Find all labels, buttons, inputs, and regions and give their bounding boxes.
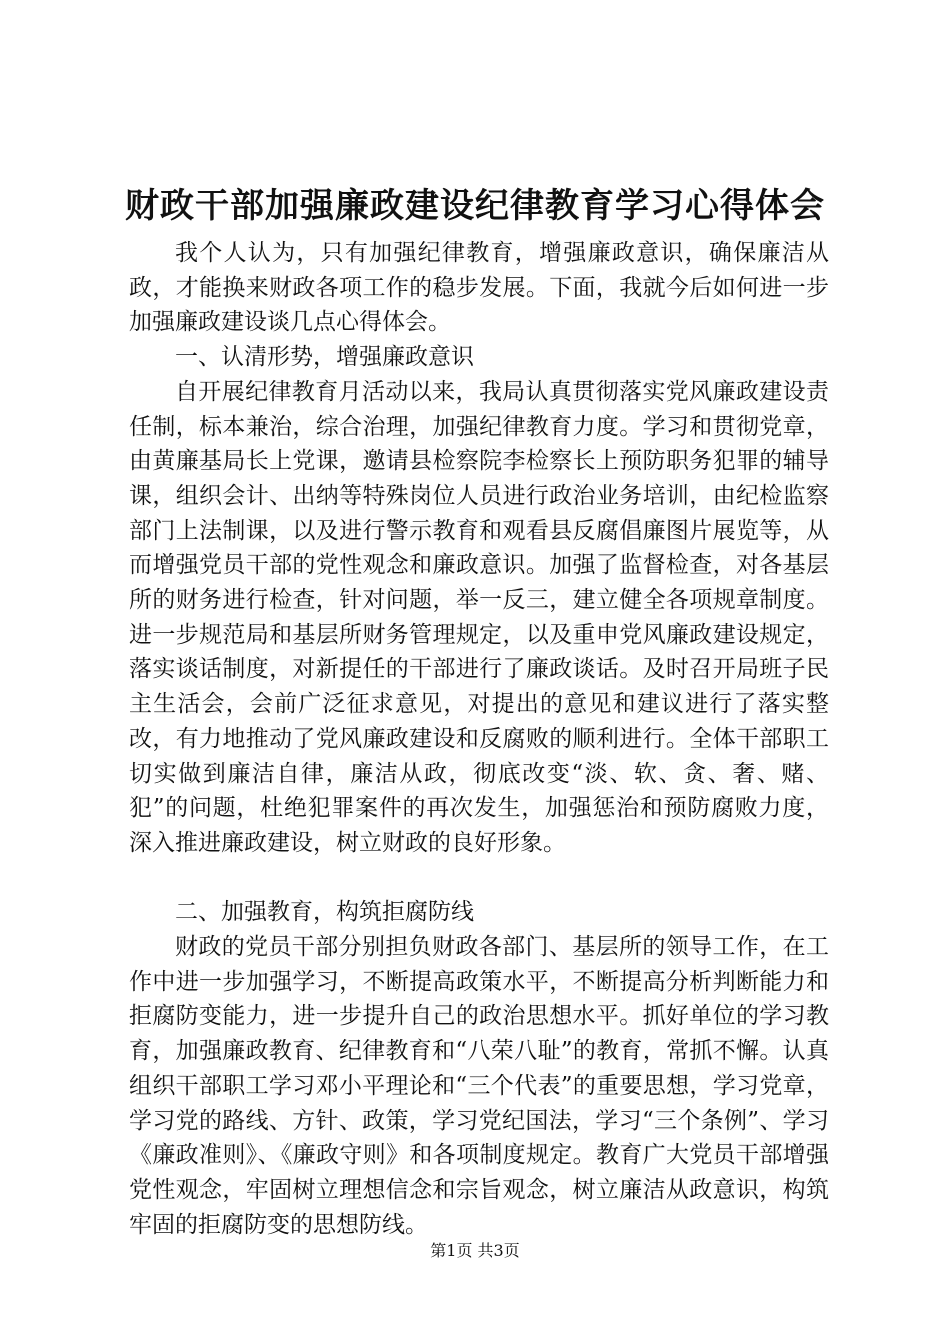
section-1-paragraph: 自开展纪律教育月活动以来，我局认真贯彻落实党风廉政建设责任制，标本兼治，综合治理，加强纪律教育力度。学习和贯彻党章，由黄廉基局长上党课，邀请县检察院李检察长上预防职务犯罪的辅导课，组织会计、出纳等特殊岗位人员进行政治业务培训，由纪检监察部门上法制课，以及进行警示教育和观看县反腐倡廉图片展览等，从而增强党员干部的党性观念和廉政意识。加强了监督检查，对各基层所的财务进行检查，针对问题，举一反三，建立健全各项规章制度。进一步规范局和基层所财务管理规定，以及重申党风廉政建设规定，落实谈话制度，对新提任的干部进行了廉政谈话。及时召开局班子民主生活会，会前广泛征求意见，对提出的意见和建议进行了落实整改，有力地推动了党风廉政建设和反腐败的顺利进行。全体干部职工切实做到廉洁自律，廉洁从政，彻底改变“淡、软、贪、奢、赌、犯”的问题，杜绝犯罪案件的再次发生，加强惩治和预防腐败力度，深入推进廉政建设，树立财政的良好形象。: [129, 378, 829, 856]
intro-paragraph: 我个人认为，只有加强纪律教育，增强廉政意识，确保廉洁从政，才能换来财政各项工作的稳步发展。下面，我就今后如何进一步加强廉政建设谈几点心得体会。: [129, 240, 829, 336]
page-indicator: 第1页 共3页: [430, 1241, 520, 1260]
section-2-heading: 二、加强教育，构筑拒腐防线: [175, 899, 474, 926]
section-1-heading: 一、认清形势，增强廉政意识: [175, 344, 474, 371]
section-2-paragraph: 财政的党员干部分别担负财政各部门、基层所的领导工作，在工作中进一步加强学习，不断提高政策水平，不断提高分析判断能力和拒腐防变能力，进一步提升自己的政治思想水平。抓好单位的学习教育，加强廉政教育、纪律教育和“八荣八耻”的教育，常抓不懈。认真组织干部职工学习邓小平理论和“三个代表”的重要思想，学习党章，学习党的路线、方针、政策，学习党纪国法，学习“三个条例”、学习《廉政准则》、《廉政守则》和各项制度规定。教育广大党员干部增强党性观念，牢固树立理想信念和宗旨观念，树立廉洁从政意识，构筑牢固的拒腐防变的思想防线。: [129, 934, 829, 1238]
document-title: 财政干部加强廉政建设纪律教育学习心得体会: [125, 186, 825, 226]
section-spacer: [129, 861, 829, 896]
document-body: [129, 236, 829, 1242]
